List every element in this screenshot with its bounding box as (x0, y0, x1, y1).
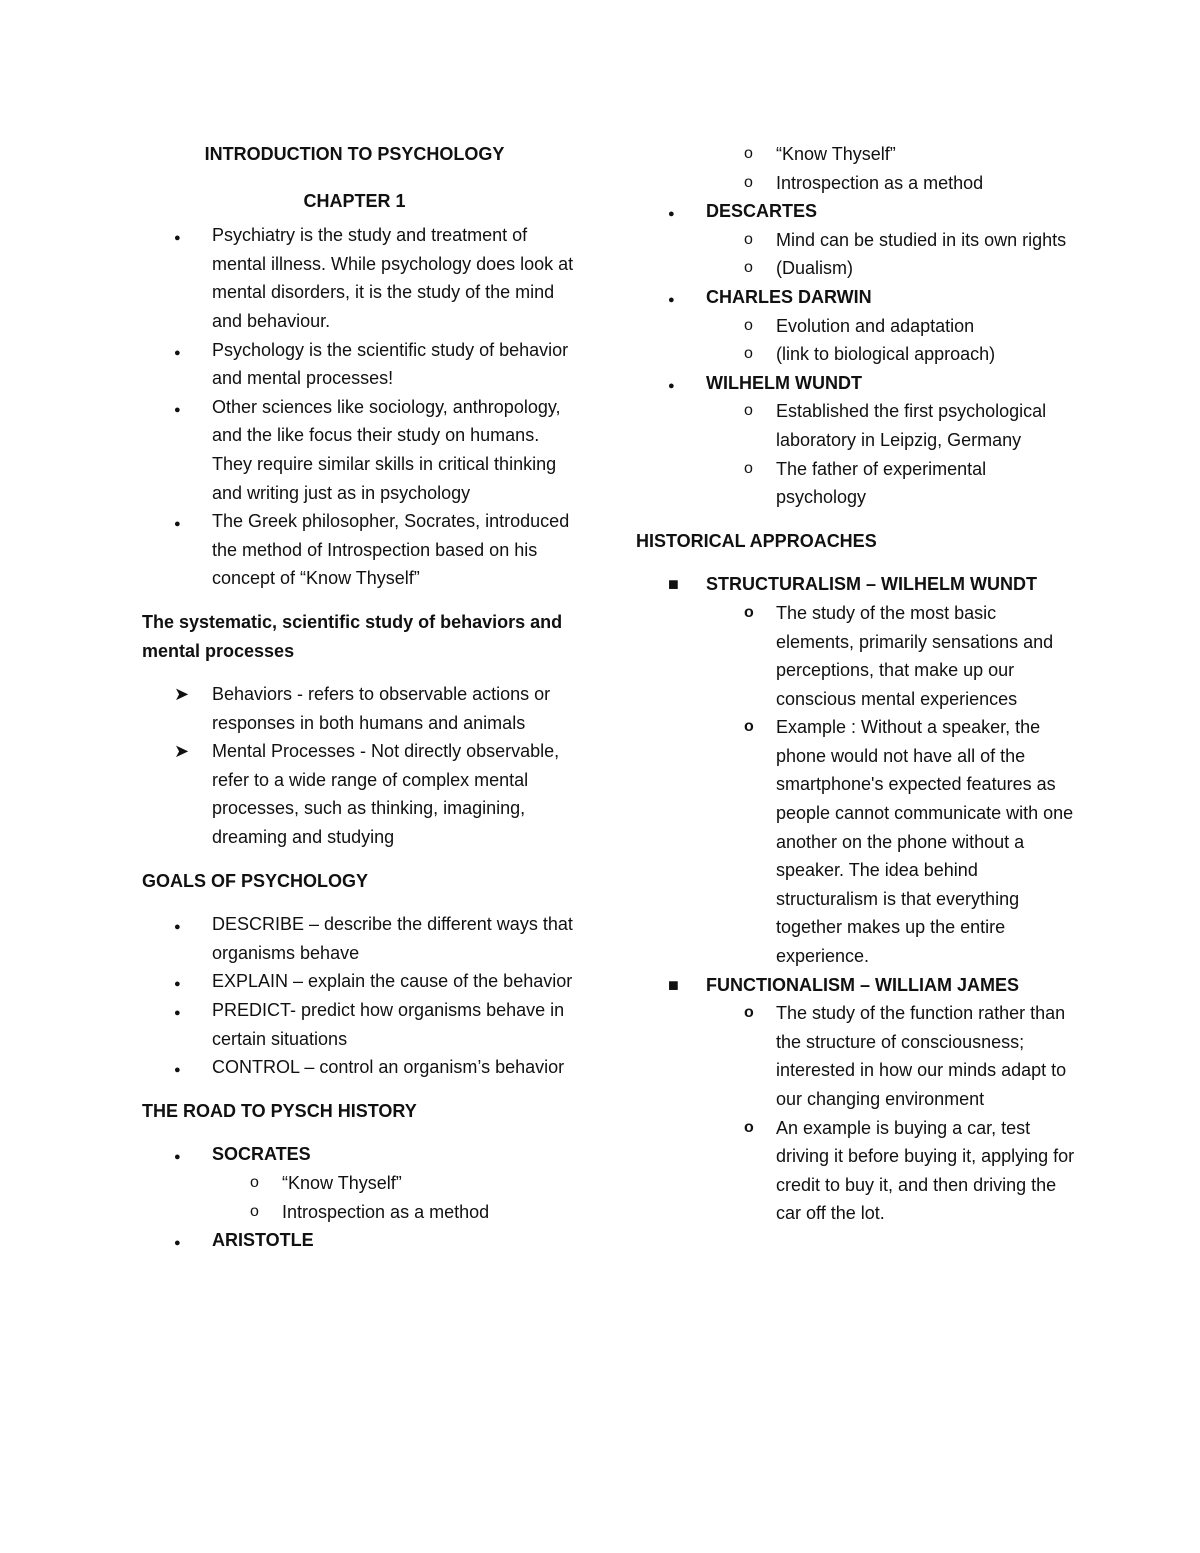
bullet-dot-icon (174, 221, 181, 253)
goals-heading: GOALS OF PSYCHOLOGY (142, 870, 369, 891)
approach-subitem: o The study of the most basic elements, primarily sensations and perceptions, that make up our conscious mental experiences (636, 599, 1076, 713)
bullet-dot-icon (174, 1140, 181, 1172)
thinker-item: ● SOCRATES (142, 1140, 582, 1169)
thinker-subitem: o Established the first psychological laboratory in Leipzig, Germany (636, 397, 1076, 454)
thinker-item: ● DESCARTES (636, 197, 1076, 226)
goals-list (142, 910, 582, 1082)
thinker-subitem: o The father of experimental psychology (636, 455, 1076, 512)
approach-subitem: o The study of the function rather than the structure of consciousness; interested in how our minds adapt to our changing environment (636, 999, 1076, 1113)
bullet-dot-icon (174, 967, 181, 999)
chapter-heading: CHAPTER 1 (303, 190, 406, 211)
thinker-subitem: o Introspection as a method (142, 1198, 582, 1227)
thinker-subitem: o Mind can be studied in its own rights (636, 226, 1076, 255)
goal-item: ● CONTROL – control an organism’s behavior (142, 1053, 582, 1082)
intro-list (142, 221, 582, 593)
thinker-item: ● ARISTOTLE (142, 1226, 582, 1255)
bullet-circle-icon: o (744, 316, 753, 334)
intro-item: ● The Greek philosopher, Socrates, introduced the method of Introspection based on his concept of “Know Thyself” (142, 507, 582, 593)
approach-subitem: o Example : Without a speaker, the phone would not have all of the smartphone's expected features as people cannot communicate with one another on the phone without a speaker. The idea behind structuralism is that everything together makes up the entire experience. (636, 713, 1076, 970)
bullet-dot-icon (174, 1226, 181, 1258)
thinker-item: ● WILHELM WUNDT (636, 369, 1076, 398)
goal-item: ● PREDICT- predict how organisms behave in certain situations (142, 996, 582, 1053)
bullet-dot-icon (174, 1053, 181, 1085)
thinkers-list (636, 197, 1076, 512)
bullet-dot-icon (174, 996, 181, 1028)
bullet-dot-icon (668, 283, 675, 315)
bullet-circle-icon: o (744, 603, 754, 621)
left-column (142, 140, 582, 1255)
approaches-heading: HISTORICAL APPROACHES (636, 530, 877, 551)
road-list (142, 1140, 582, 1254)
goal-item: ● EXPLAIN – explain the cause of the behavior (142, 967, 582, 996)
intro-item: ● Psychology is the scientific study of behavior and mental processes! (142, 336, 582, 393)
bullet-dot-icon (174, 393, 181, 425)
bullet-circle-icon: o (744, 145, 753, 162)
intro-item: ● Other sciences like sociology, anthropology, and the like focus their study on humans. They require similar skills in critical thinking and writing just as in psychology (142, 393, 582, 507)
aristotle-sublist (636, 140, 1076, 197)
bullet-circle-icon: o (744, 459, 753, 477)
definition-list (142, 680, 582, 852)
road-heading: THE ROAD TO PYSCH HISTORY (142, 1100, 417, 1121)
bullet-dot-icon (174, 507, 181, 539)
document-title: INTRODUCTION TO PSYCHOLOGY (204, 144, 505, 164)
approaches-list (636, 570, 1076, 1228)
bullet-dot-icon (174, 910, 181, 942)
thinker-subitem: o Introspection as a method (636, 169, 1076, 198)
arrowhead-icon: ➤ (174, 684, 190, 705)
arrowhead-icon: ➤ (174, 741, 190, 762)
thinker-item: ● CHARLES DARWIN (636, 283, 1076, 312)
right-column (636, 140, 1076, 1228)
bullet-dot-icon (668, 197, 675, 229)
bullet-circle-icon: o (744, 1004, 754, 1022)
bullet-circle-icon: o (744, 402, 753, 420)
approach-item: ■ FUNCTIONALISM – WILLIAM JAMES (636, 971, 1076, 1000)
definition-heading: The systematic, scientific study of behaviors and mental processes (142, 611, 563, 661)
definition-item: ➤ Behaviors - refers to observable actions or responses in both humans and animals (142, 680, 582, 737)
bullet-circle-icon: o (250, 1174, 259, 1191)
thinker-subitem: o (link to biological approach) (636, 340, 1076, 369)
bullet-circle-icon: o (744, 1118, 754, 1136)
goal-item: ● DESCRIBE – describe the different ways that organisms behave (142, 910, 582, 967)
bullet-dot-icon (174, 336, 181, 368)
thinker-subitem: o Evolution and adaptation (636, 312, 1076, 341)
definition-item: ➤ Mental Processes - Not directly observable, refer to a wide range of complex mental processes, such as thinking, imagining, dreaming and studying (142, 737, 582, 851)
bullet-circle-icon: o (744, 259, 753, 277)
intro-item: ● Psychiatry is the study and treatment of mental illness. While psychology does look at mental disorders, it is the study of the mind and behaviour. (142, 221, 582, 335)
thinker-subitem: o “Know Thyself” (142, 1169, 582, 1198)
thinker-subitem: o “Know Thyself” (636, 140, 1076, 169)
bullet-square-icon (668, 971, 679, 1000)
approach-subitem: o An example is buying a car, test driving it before buying it, applying for credit to buy it, and then driving the car off the lot. (636, 1114, 1076, 1228)
bullet-circle-icon: o (744, 230, 753, 248)
thinker-subitem: o (Dualism) (636, 254, 1076, 283)
bullet-circle-icon: o (744, 345, 753, 363)
approach-item: ■ STRUCTURALISM – WILHELM WUNDT (636, 570, 1076, 599)
bullet-dot-icon (668, 369, 675, 401)
bullet-circle-icon: o (744, 718, 754, 736)
bullet-circle-icon: o (250, 1202, 259, 1220)
bullet-square-icon (668, 570, 679, 599)
bullet-circle-icon: o (744, 173, 753, 191)
